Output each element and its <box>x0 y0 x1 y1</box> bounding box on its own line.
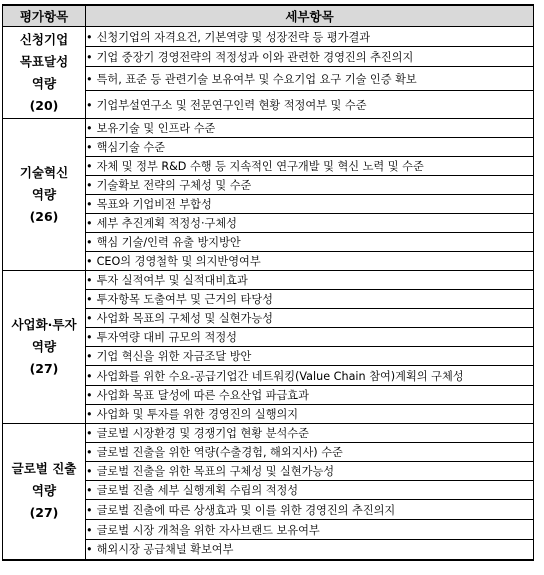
detail-item-cell <box>86 540 534 560</box>
detail-item-cell <box>86 214 534 233</box>
detail-item-cell <box>86 481 534 500</box>
detail-item-cell <box>86 424 534 443</box>
detail-item-cell <box>86 386 534 405</box>
detail-item-text: 신청기업의 자격요건, 기본역량 및 성장전략 등 평가결과 <box>96 30 371 44</box>
detail-item-text: 특허, 표준 등 관련기술 보유여부 및 수요기업 요구 기술 인증 확보 <box>96 72 417 86</box>
detail-item-text: 사업화 목표의 구체성 및 실현가능성 <box>96 312 273 325</box>
bullet-icon: • <box>86 543 93 557</box>
bullet-icon: • <box>86 408 93 421</box>
detail-item-cell <box>86 47 534 67</box>
header-category: 평가항목 <box>3 5 86 27</box>
detail-item-text: 핵심기술 수준 <box>96 141 166 154</box>
bullet-icon: • <box>86 523 93 537</box>
detail-item-cell <box>86 119 534 138</box>
category-score: (20) <box>29 97 59 113</box>
detail-item-text: 사업화 및 투자를 위한 경영진의 실행의지 <box>96 408 299 421</box>
bullet-icon: • <box>86 198 93 211</box>
table-row <box>3 424 534 443</box>
category-label-line: 기술혁신 <box>19 164 69 180</box>
bullet-icon: • <box>86 236 93 249</box>
bullet-icon: • <box>86 350 93 363</box>
detail-item-cell <box>86 462 534 481</box>
header-details: 세부항목 <box>86 5 534 27</box>
bullet-icon: • <box>86 179 93 192</box>
category-cell <box>3 119 86 271</box>
bullet-icon: • <box>86 331 93 344</box>
detail-item-cell <box>86 252 534 271</box>
category-score: (27) <box>29 361 59 376</box>
detail-item-text: 투자 실적여부 및 실적대비효과 <box>96 274 248 287</box>
detail-item-cell <box>86 328 534 347</box>
detail-item-text: 사업화 목표 달성에 따른 수요산업 파급효과 <box>96 389 309 402</box>
detail-item-text: 기업부설연구소 및 전문연구인력 현황 적정여부 및 수준 <box>96 98 367 112</box>
table-header-row <box>3 5 534 27</box>
bullet-icon: • <box>86 369 93 383</box>
table-row <box>3 271 534 290</box>
detail-item-text: 기업 혁신을 위한 자금조달 방안 <box>96 350 252 363</box>
detail-item-text: 글로벌 시장환경 및 경쟁기업 현황 분석수준 <box>96 427 309 440</box>
bullet-icon: • <box>86 389 93 402</box>
bullet-icon: • <box>86 446 93 459</box>
detail-item-cell <box>86 67 534 91</box>
detail-item-text: 핵심 기술/인력 유출 방지방안 <box>96 236 241 249</box>
bullet-icon: • <box>86 50 93 64</box>
evaluation-table <box>2 4 534 561</box>
table-body <box>3 27 534 560</box>
detail-item-text: 해외시장 공급채널 확보여부 <box>96 543 234 557</box>
category-cell <box>3 271 86 424</box>
detail-item-cell <box>86 157 534 176</box>
bullet-icon: • <box>86 217 93 230</box>
category-label-line: 역량 <box>31 339 57 354</box>
detail-item-text: 사업화를 위한 수요-공급기업간 네트워킹(Value Chain 참여)계획의 구체성 <box>96 369 464 383</box>
category-label-line: 글로벌 진출 <box>11 461 77 477</box>
detail-item-text: 투자항목 도출여부 및 근거의 타당성 <box>96 293 273 306</box>
category-cell <box>3 424 86 560</box>
bullet-icon: • <box>86 30 93 44</box>
detail-item-cell <box>86 520 534 540</box>
table-row <box>3 27 534 47</box>
detail-item-cell <box>86 195 534 214</box>
detail-item-cell <box>86 500 534 520</box>
bullet-icon: • <box>86 122 93 135</box>
detail-item-cell <box>86 176 534 195</box>
bullet-icon: • <box>86 293 93 306</box>
bullet-icon: • <box>86 98 93 112</box>
detail-item-cell <box>86 138 534 157</box>
evaluation-table-container <box>2 4 534 561</box>
table-row <box>3 119 534 138</box>
bullet-icon: • <box>86 255 93 268</box>
detail-item-text: CEO의 경영철학 및 의지반영여부 <box>96 255 261 268</box>
bullet-icon: • <box>86 141 93 154</box>
detail-item-cell <box>86 91 534 119</box>
detail-item-text: 보유기술 및 인프라 수준 <box>96 122 216 135</box>
detail-item-cell <box>86 347 534 366</box>
bullet-icon: • <box>86 312 93 325</box>
detail-item-text: 글로벌 진출에 따른 상생효과 및 이를 위한 경영진의 추진의지 <box>96 503 396 517</box>
bullet-icon: • <box>86 274 93 287</box>
detail-item-text: 세부 추진계획 적정성·구체성 <box>96 217 237 230</box>
detail-item-text: 글로벌 진출을 위한 역량(수출경험, 해외지사) 수준 <box>96 446 343 459</box>
category-score: (26) <box>29 208 59 224</box>
bullet-icon: • <box>86 503 93 517</box>
detail-item-text: 글로벌 진출을 위한 목표의 구체성 및 실현가능성 <box>96 465 335 478</box>
bullet-icon: • <box>86 160 93 173</box>
detail-item-cell <box>86 27 534 47</box>
category-label-line: 신청기업 <box>19 31 69 47</box>
detail-item-text: 글로벌 진출 세부 실행계획 수립의 적정성 <box>96 484 299 497</box>
category-label-line: 역량 <box>31 483 57 499</box>
bullet-icon: • <box>86 427 93 440</box>
category-score: (27) <box>29 505 59 521</box>
detail-item-text: 목표와 기업비전 부합성 <box>96 198 212 211</box>
detail-item-text: 자체 및 정부 R&D 수행 등 지속적인 연구개발 및 혁신 노력 및 수준 <box>96 160 424 173</box>
category-label-line: 사업화·투자 <box>11 317 77 332</box>
category-label-line: 목표달성 <box>19 53 69 69</box>
detail-item-cell <box>86 309 534 328</box>
category-label-line: 역량 <box>31 186 57 202</box>
category-label-line: 역량 <box>31 75 57 91</box>
detail-item-cell <box>86 271 534 290</box>
detail-item-cell <box>86 443 534 462</box>
detail-item-cell <box>86 290 534 309</box>
detail-item-text: 글로벌 시장 개척을 위한 자사브랜드 보유여부 <box>96 523 320 537</box>
detail-item-cell <box>86 405 534 424</box>
bullet-icon: • <box>86 72 93 86</box>
detail-item-cell <box>86 366 534 386</box>
detail-item-text: 투자역량 대비 규모의 적정성 <box>96 331 237 344</box>
detail-item-cell <box>86 233 534 252</box>
bullet-icon: • <box>86 484 93 497</box>
detail-item-text: 기술확보 전략의 구체성 및 수준 <box>96 179 252 192</box>
bullet-icon: • <box>86 465 93 478</box>
category-cell <box>3 27 86 119</box>
detail-item-text: 기업 중장기 경영전략의 적정성과 이와 관련한 경영진의 추진의지 <box>96 50 414 64</box>
